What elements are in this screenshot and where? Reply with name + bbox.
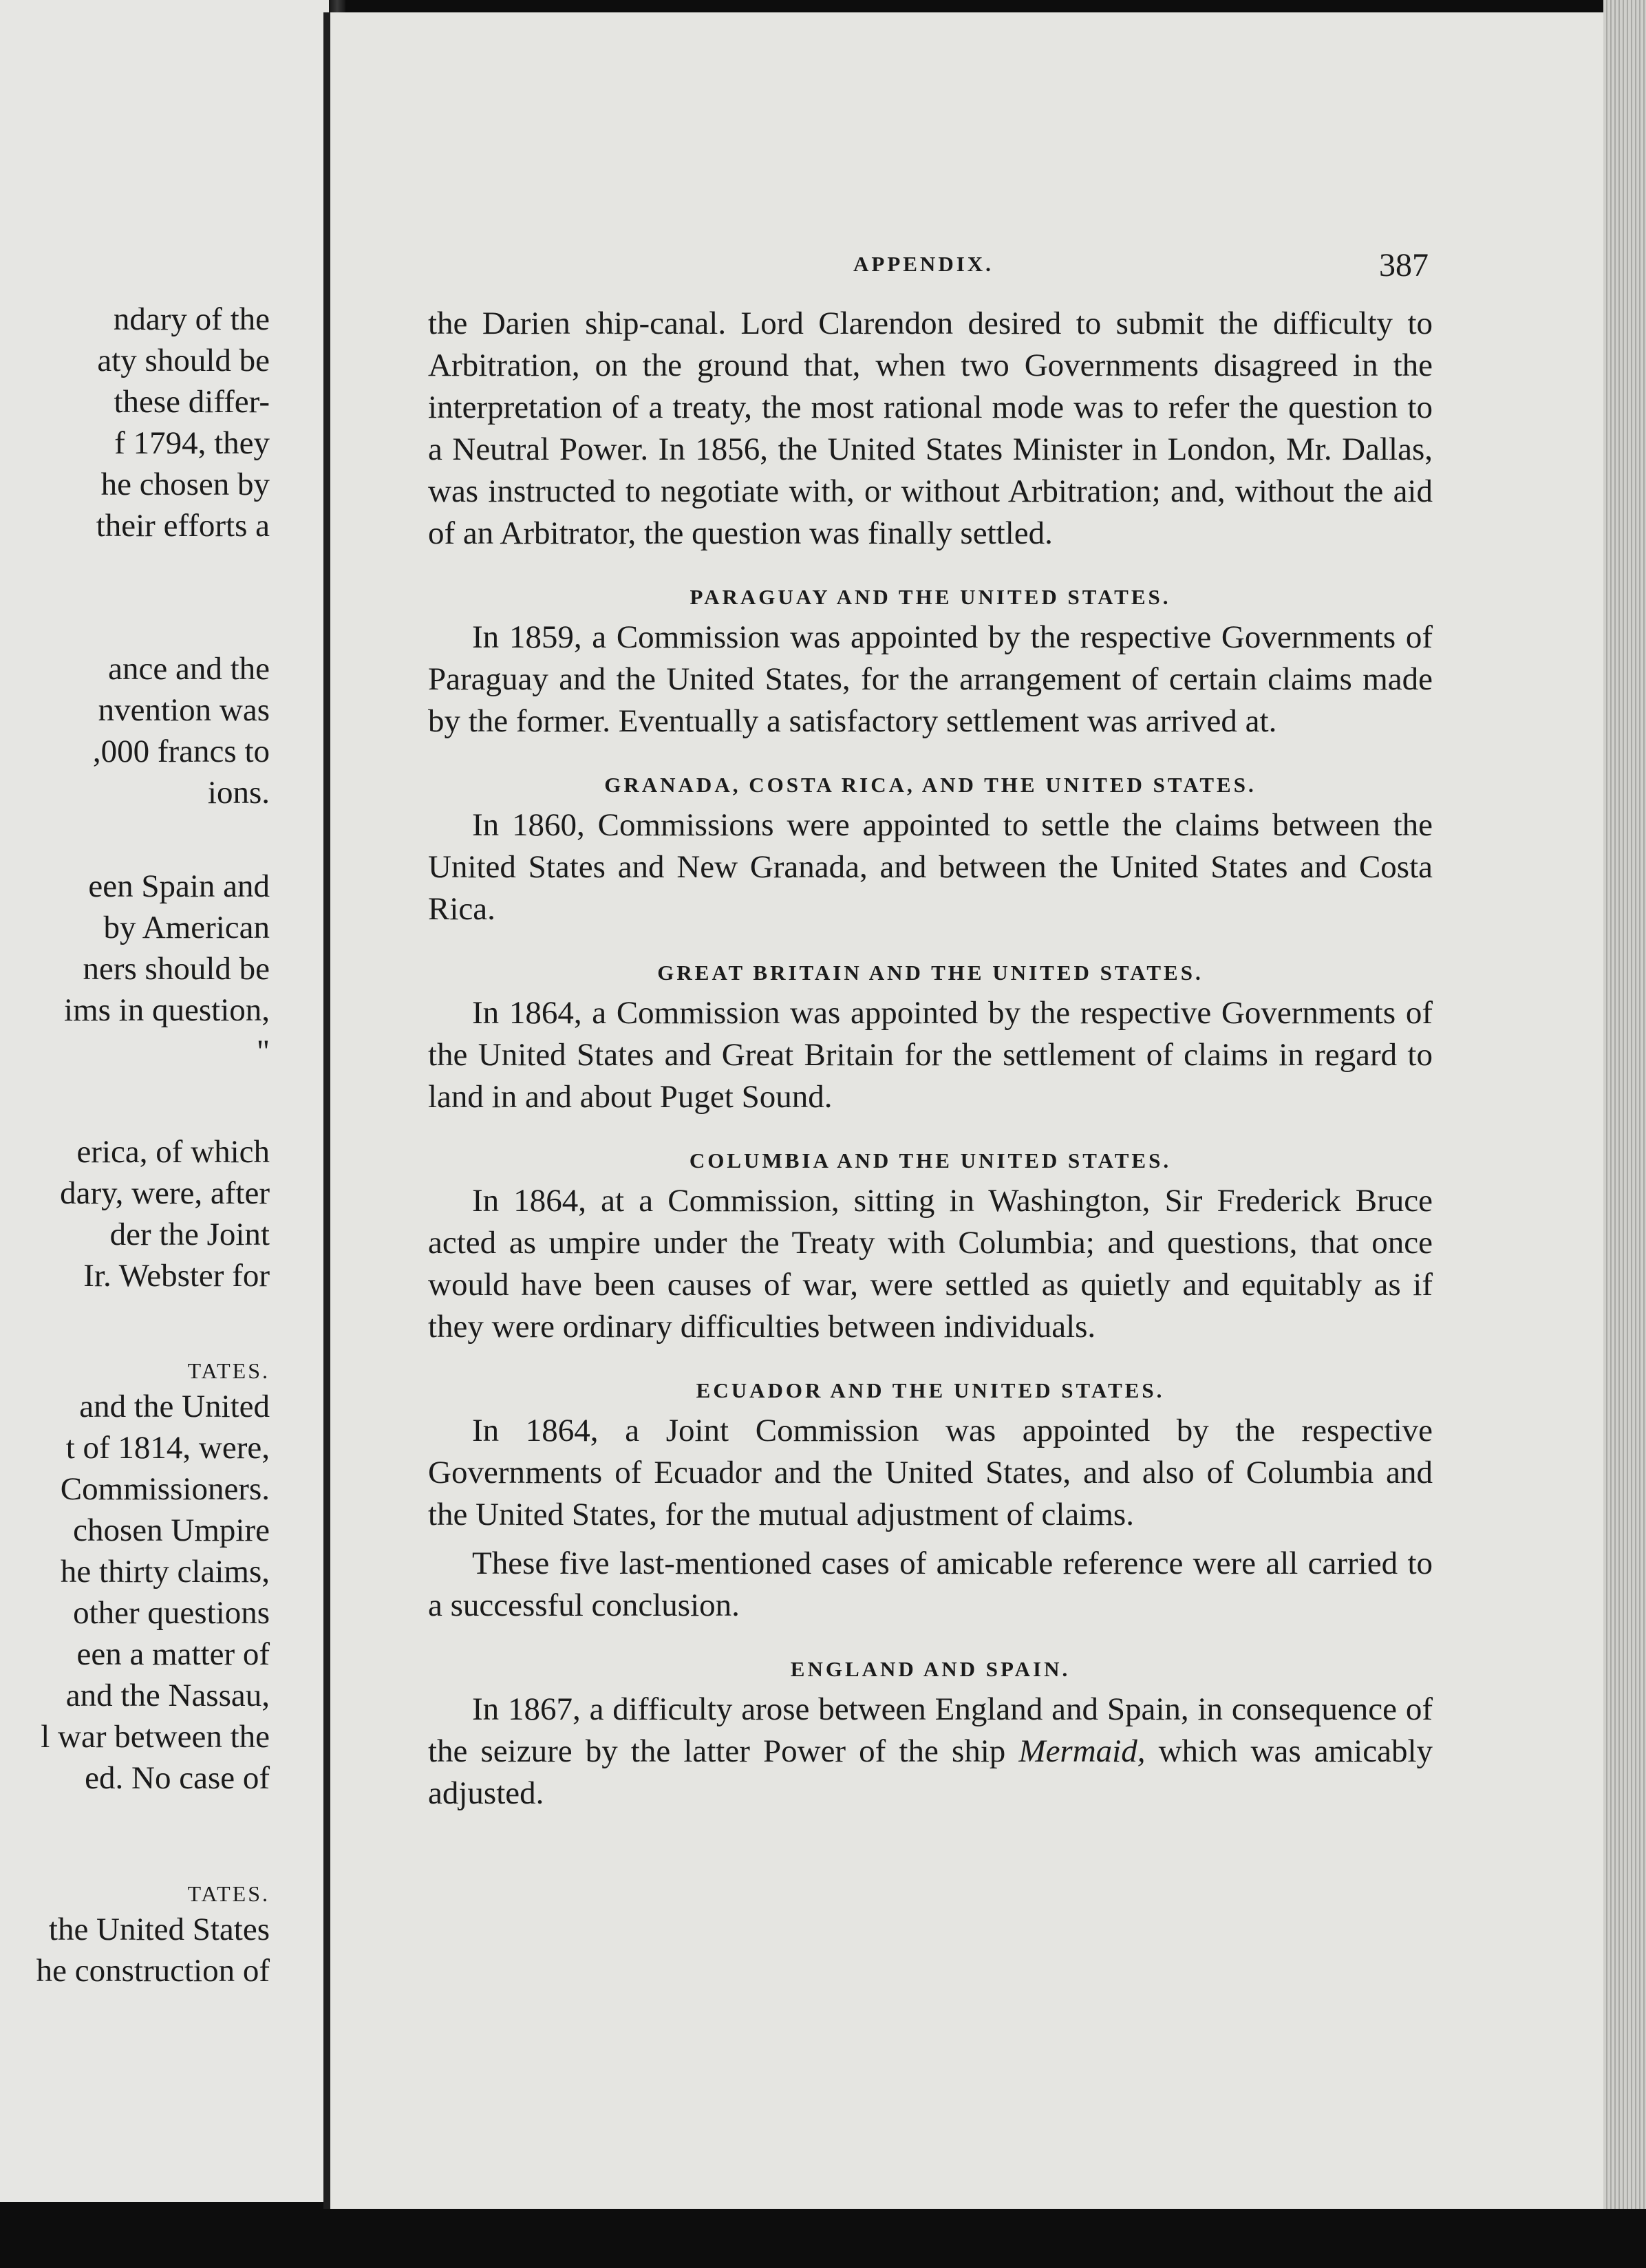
facing-page-line: ance and the: [108, 651, 270, 687]
scan-background: [344, 2209, 1646, 2268]
section-paragraph-granada: In 1860, Commissions were appointed to settle the claims between the United States and New Granada, and between the United States and Costa Rica.: [428, 807, 1433, 927]
facing-page-line: t of 1814, were,: [65, 1430, 270, 1466]
section-heading-great-britain: GREAT BRITAIN AND THE UNITED STATES.: [657, 961, 1204, 985]
section-paragraph-paraguay: In 1859, a Commission was appointed by the respective Governments of Paraguay and the United States, for the arrangement of certain claims made by the former. Eventually a satisfactory settlement was arrived at.: [428, 619, 1433, 739]
page-number: 387: [1379, 247, 1429, 284]
page-edge-stack: [1603, 0, 1646, 2209]
facing-page-line: other questions: [73, 1595, 270, 1631]
facing-page-line: he construction of: [36, 1953, 270, 1989]
section-heading-columbia: COLUMBIA AND THE UNITED STATES.: [689, 1148, 1172, 1173]
facing-page-line: their efforts a: [96, 508, 270, 544]
opening-paragraph: the Darien ship-canal. Lord Clarendon desired to submit the difficulty to Arbitration, on the ground that, when two Governments disagreed in the interpretation of a treaty, the most rational mode was to refer the question to a Neutral Power. In 1856, the United States Minister in London, Mr. Dallas, was instructed to negotiate with, or without Arbitration; and, without the aid of an Arbitrator, the question was finally settled.: [428, 306, 1433, 551]
section-paragraph-ecuador: In 1864, a Joint Commission was appointed by the respective Governments of Ecuador and the United States, and also of Columbia and the United States, for the mutual adjustment of claims.: [428, 1413, 1433, 1532]
facing-page-line: der the Joint: [109, 1217, 270, 1252]
section-heading-granada: GRANADA, COSTA RICA, AND THE UNITED STATES.: [604, 773, 1257, 797]
closing-remark-paragraph: These five last-mentioned cases of amicable reference were all carried to a successful conclusion.: [428, 1545, 1433, 1623]
facing-page-line: and the Nassau,: [65, 1678, 270, 1713]
facing-page-line: these differ-: [114, 384, 270, 420]
facing-page-line: ed. No case of: [85, 1760, 270, 1796]
facing-page-line: the United States: [48, 1912, 270, 1947]
facing-page-line: ims in question,: [64, 992, 270, 1028]
facing-page-line: dary, were, after: [60, 1175, 270, 1211]
section-paragraph-columbia: In 1864, at a Commission, sitting in Washington, Sir Frederick Bruce acted as umpire under the Treaty with Columbia; and questions, that once would have been causes of war, were settled as quietly and equitably as if they were ordinary difficulties between individuals.: [428, 1183, 1433, 1345]
page-content: [428, 303, 1433, 1815]
section-heading-ecuador: ECUADOR AND THE UNITED STATES.: [696, 1378, 1165, 1402]
paragraph-text-end: which was amicably adjusted.: [428, 1733, 1433, 1811]
facing-page-line: nvention was: [98, 692, 270, 728]
facing-page-line: erica, of which: [76, 1134, 270, 1170]
section-paragraph-great-britain: In 1864, a Commission was appointed by the respective Governments of the United States and Great Britain for the settlement of claims in regard to land in and about Puget Sound.: [428, 995, 1433, 1115]
facing-page-line: een a matter of: [76, 1636, 270, 1672]
facing-page-line: TATES.: [187, 1881, 270, 1906]
facing-page-fragment: [0, 0, 329, 2202]
facing-page-line: ndary of the: [113, 301, 270, 337]
ship-name: Mermaid,: [1018, 1733, 1146, 1769]
facing-page-line: ners should be: [83, 951, 270, 987]
section-heading-paraguay: PARAGUAY AND THE UNITED STATES.: [690, 585, 1171, 609]
paragraph-text-start: In 1867, a difficulty arose between England and Spain, in consequence of the seizure by the latter Power of the ship: [428, 1691, 1433, 1769]
facing-page-line: aty should be: [97, 343, 270, 378]
facing-page-line: and the United: [79, 1389, 270, 1424]
section-heading-england-spain: ENGLAND AND SPAIN.: [790, 1657, 1071, 1681]
facing-page-line: een Spain and: [88, 868, 270, 904]
section-paragraph-england-spain: [428, 1689, 1433, 1815]
facing-page-line: TATES.: [187, 1358, 270, 1383]
facing-page-line: ,000 francs to: [92, 734, 270, 769]
facing-page-line: he chosen by: [100, 467, 270, 502]
facing-page-line: f 1794, they: [114, 425, 270, 461]
facing-page-line: l war between the: [41, 1719, 270, 1755]
facing-page-line: ": [256, 1034, 270, 1069]
facing-page-line: Commissioners.: [60, 1471, 270, 1507]
facing-page-line: ions.: [207, 775, 270, 811]
running-head: APPENDIX.: [853, 252, 994, 276]
facing-page-line: he thirty claims,: [60, 1554, 270, 1590]
facing-page-line: Ir. Webster for: [83, 1258, 270, 1294]
facing-page-line: chosen Umpire: [73, 1512, 270, 1548]
facing-page-line: by American: [103, 910, 270, 945]
